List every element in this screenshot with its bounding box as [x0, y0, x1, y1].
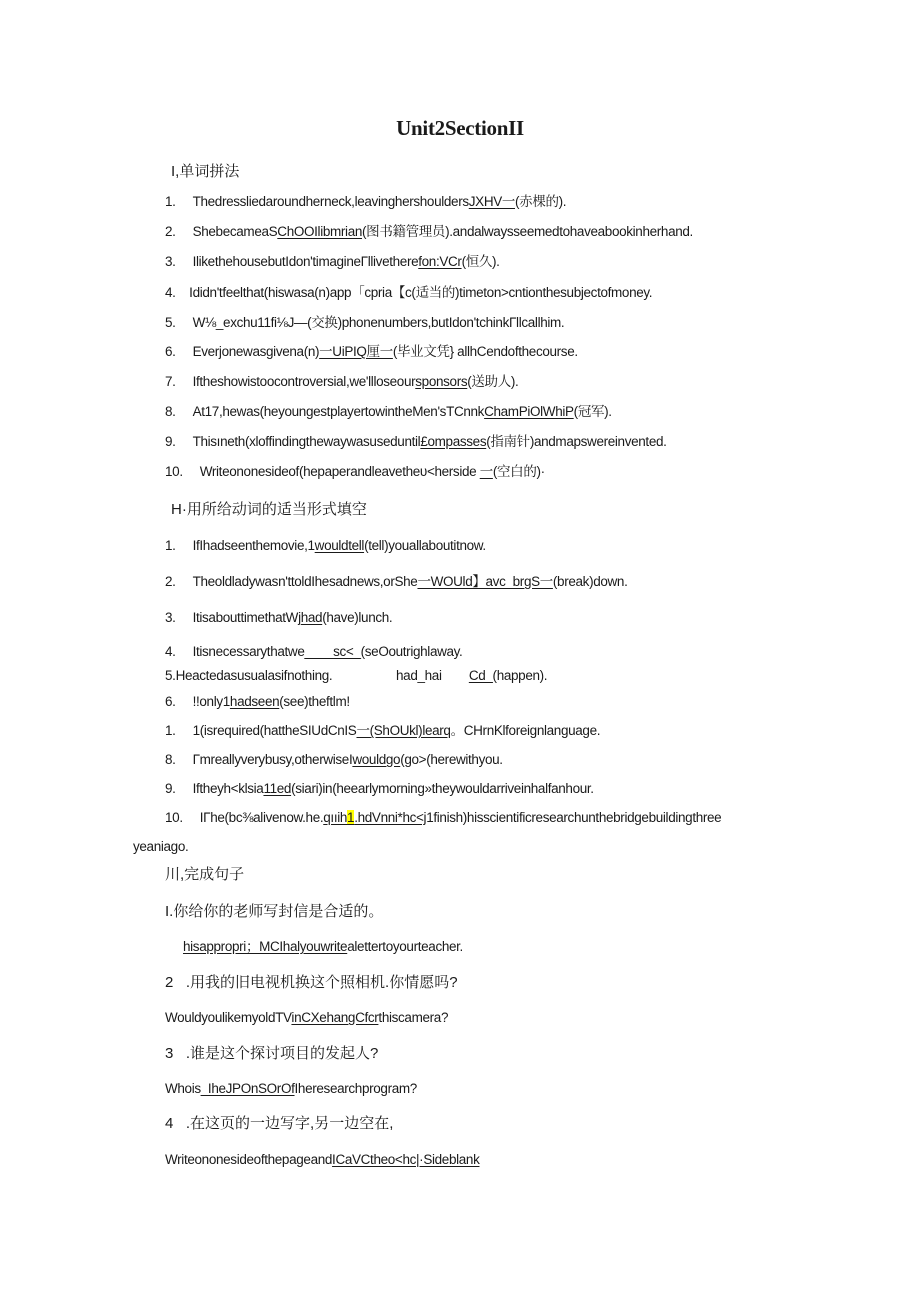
item-text: Ididn'tfeelthat(hiswasa(n)app「cpria【c	[189, 285, 412, 300]
item-text-end: (seOoutrighlaway.	[360, 644, 463, 659]
item-number: 6.	[165, 694, 176, 709]
item-number: 2	[165, 974, 174, 991]
part2-item-10-continuation: yeaniago.	[133, 839, 189, 854]
item-number: 5.	[165, 315, 176, 330]
part1-heading: I,单词拼法	[171, 163, 240, 180]
part1-item-10	[165, 463, 545, 481]
item-text-end: (have)lunch.	[322, 610, 393, 625]
part3-heading: 川,完成句子	[165, 866, 245, 883]
item-answer: 一UiPIQ厘一	[319, 344, 393, 359]
part3-item-2-chinese	[165, 974, 458, 992]
item-text-end: (tell)youallaboutitnow.	[364, 538, 486, 553]
item-text: Γmreallyverybusy,otherwiseI	[192, 752, 353, 767]
item-answer: JXHV一	[468, 194, 516, 209]
part1-item-3	[165, 253, 500, 271]
part3-item-1-chinese	[165, 903, 383, 921]
part1-item-7	[165, 373, 518, 391]
part2-heading: H·用所给动词的适当形式填空	[171, 501, 367, 518]
item-answer: 一(ShOUkl)learq	[356, 723, 451, 738]
item-text: IfIhadseenthemovie,1	[192, 538, 315, 553]
item-text: IΓhe(bc⅜alivenow.he.	[199, 810, 324, 825]
part2-item-6	[165, 693, 350, 711]
item-text: Everjonewasgivena(n)	[192, 344, 320, 359]
item-text-end: 。CHrnKlforeignlanguage.	[450, 723, 601, 738]
part2-item-5-answer	[396, 667, 547, 685]
item-answer: 一WOUld】avc_brgS一	[417, 574, 553, 589]
item-text: Theoldladywasn'ttoldIhesadnews,orShe	[192, 574, 418, 589]
item-text: ShebecameaS	[192, 224, 278, 239]
item-number: 7.	[165, 374, 176, 389]
item-number: 10.	[165, 810, 183, 825]
item-text-end: (空白的)·	[492, 464, 545, 479]
part2-item-3	[165, 609, 392, 627]
item-number: 6.	[165, 344, 176, 359]
item-text-end: (恒久).	[461, 254, 500, 269]
item-number: 4.	[165, 285, 176, 300]
item-text-end: researchprogram?	[312, 1081, 417, 1096]
item-number: 2.	[165, 224, 176, 239]
part1-item-2	[165, 223, 693, 241]
item-number: 3	[165, 1045, 174, 1062]
part1-item-4	[165, 284, 652, 302]
item-number: 1.	[165, 723, 176, 738]
item-text-end: (适当的)timeton>cntionthesubjectofmoney.	[411, 285, 653, 300]
item-text: IlikethehousebutIdon'timagineΓllivethere	[192, 254, 419, 269]
item-answer: wouldgo	[352, 752, 401, 767]
item-answer: fon:VCr	[418, 254, 462, 269]
item-prompt: I.你给你的老师写封信是合适的。	[165, 903, 384, 920]
item-text: Thedressliedaroundherneck,leavinghershoulders	[192, 194, 469, 209]
item-answer: hadseen	[229, 694, 280, 709]
item-text: Thisıneth(xloffindingthewaywasuseduntil	[192, 434, 421, 449]
part2-item-1	[165, 537, 486, 555]
item-answer: 11ed	[263, 781, 292, 796]
item-answer: sponsors	[415, 374, 468, 389]
part2-item-7	[165, 722, 600, 740]
item-number: 1.	[165, 538, 176, 553]
item-text-end: (图书籍管理员).andalwaysseemedtohaveabookinherhand.	[362, 224, 693, 239]
item-answer: ICaVCtheo<hc|·Sideblank	[332, 1152, 480, 1167]
item-text-end: (go>(herewithyou.	[400, 752, 503, 767]
item-text-end: 1finish)hisscientificresearchunthebridgebuildingthree	[426, 810, 722, 825]
item-answer: wouldtell	[314, 538, 365, 553]
item-number: 4	[165, 1115, 174, 1132]
item-answer: qııih1.hdVnni*hc<j	[323, 810, 427, 825]
item-text-end: (happen).	[492, 668, 548, 683]
part3-item-3-chinese	[165, 1045, 378, 1063]
item-number: 8.	[165, 404, 176, 419]
item-text: Iftheyh<klsia	[192, 781, 264, 796]
item-number: 9.	[165, 434, 176, 449]
item-number: 3.	[165, 254, 176, 269]
item-answer: hisappropri；MCIhalyouwrite	[183, 939, 348, 954]
item-answer: Cd_	[468, 668, 493, 683]
item-text-end: (see)theftlm!	[279, 694, 350, 709]
part3-item-3-english	[165, 1080, 417, 1098]
item-text: Whois	[165, 1081, 201, 1096]
item-text: a	[347, 939, 355, 954]
item-number: 10.	[165, 464, 183, 479]
item-answer: inCXehangCfcr	[291, 1010, 379, 1025]
item-text: !!only1	[192, 694, 230, 709]
item-prompt: .谁是这个探讨项目的发起人?	[185, 1045, 379, 1062]
item-answer: ChOOIlibmrian	[277, 224, 363, 239]
item-answer: ____sc<_	[304, 644, 361, 659]
item-prompt: .用我的旧电视机换这个照相机.你情愿吗?	[185, 974, 458, 991]
item-text: Ihe	[294, 1081, 313, 1096]
item-text-middle: had_hai	[396, 668, 442, 683]
item-number: 8.	[165, 752, 176, 767]
item-prompt: .在这页的一边写字,另一边空在,	[185, 1115, 394, 1132]
part2-item-5	[165, 667, 332, 685]
part3-item-4-english	[165, 1151, 479, 1169]
item-text-end: (送助人).	[467, 374, 519, 389]
part3-item-4-chinese	[165, 1115, 393, 1133]
item-text: Writeononesideofthepageand	[165, 1152, 333, 1167]
item-text: WouldyoulikemyoldTV	[165, 1010, 292, 1025]
item-answer: £ompasses	[420, 434, 487, 449]
item-text: Iftheshowistoocontroversial,we'llloseour	[192, 374, 416, 389]
item-answer: _IheJPOnSOrOf	[200, 1081, 295, 1096]
part2-item-9	[165, 780, 594, 798]
item-text-end: (赤棵的).	[515, 194, 567, 209]
item-text-end: lettertoyourteacher.	[354, 939, 463, 954]
item-text-end: (指南针)andmapswereinvented.	[486, 434, 667, 449]
item-number: 4.	[165, 644, 176, 659]
part2-item-4	[165, 643, 462, 661]
item-text: ItisabouttimethatWj	[192, 610, 301, 625]
item-text: Itisnecessarythatwe	[192, 644, 305, 659]
item-text-end: (siari)in(heearlymorning»theywouldarriveinhalfanhour.	[291, 781, 594, 796]
part2-item-2	[165, 573, 628, 591]
item-text: Writeononesideof(hepaperandleavetheυ<herside	[199, 464, 477, 479]
part1-item-5	[165, 314, 564, 332]
item-number: 2.	[165, 574, 176, 589]
item-answer: ChamPiOlWhiP	[484, 404, 574, 419]
part1-item-9	[165, 433, 667, 451]
item-text: W⅛_exchu11fi⅛J—(交换)phonenumbers,butIdon'tchinkΓllcallhim.	[192, 315, 565, 330]
item-number: 1.	[165, 194, 176, 209]
item-text: 1(isrequired(hattheSIUdCnIS	[192, 723, 357, 738]
part1-item-6	[165, 343, 578, 361]
highlight-mark: 1	[347, 810, 355, 825]
item-number: 5.	[165, 668, 176, 683]
part3-item-1-english	[183, 938, 463, 956]
item-text-end: (break)down.	[552, 574, 628, 589]
item-text-end: (冠军).	[573, 404, 612, 419]
item-text-end: (毕业文凭} allhCendofthecourse.	[392, 344, 578, 359]
part1-item-1	[165, 193, 566, 211]
item-text-end: thiscamera?	[378, 1010, 449, 1025]
item-text: Heactedasusualasifnothing.	[175, 668, 333, 683]
part2-item-10	[165, 809, 721, 827]
item-answer: 一	[479, 464, 493, 479]
part3-item-2-english	[165, 1009, 448, 1027]
item-number: 3.	[165, 610, 176, 625]
page-title: Unit2SectionII	[396, 116, 524, 140]
item-answer: had	[300, 610, 323, 625]
part1-item-8	[165, 403, 612, 421]
part2-item-8	[165, 751, 503, 769]
item-text: At17,hewas(heyoungestplayertowintheMen'sTCnnk	[192, 404, 485, 419]
item-number: 9.	[165, 781, 176, 796]
